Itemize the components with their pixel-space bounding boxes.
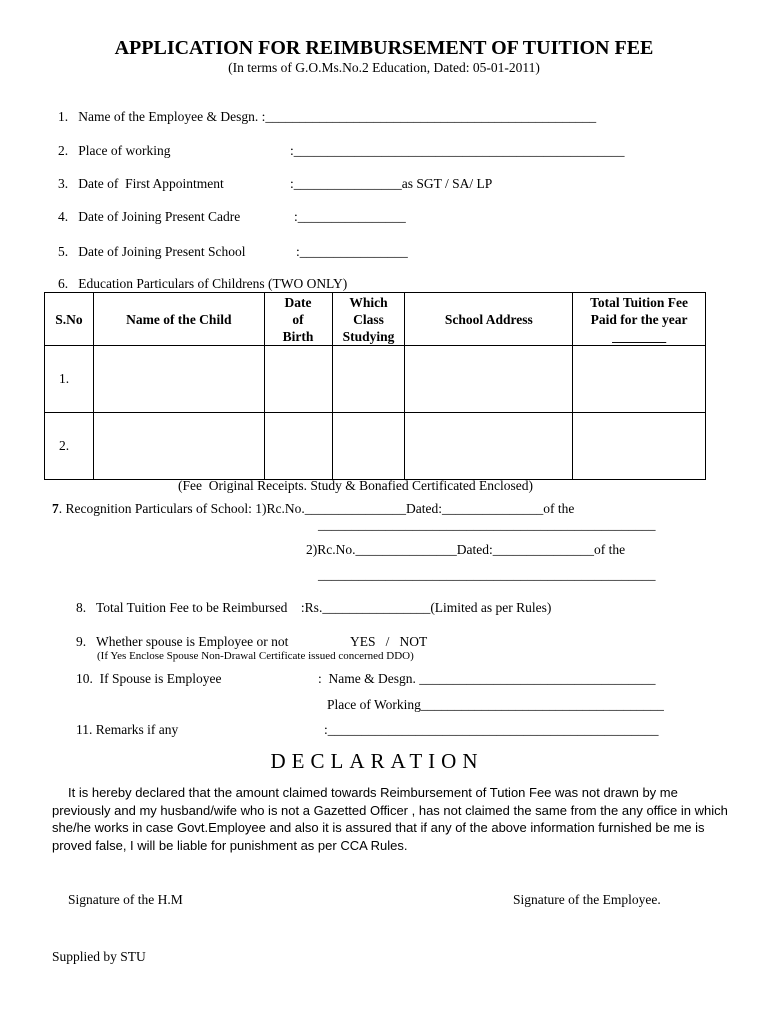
- recognition-underline-1: __________________________________________________: [318, 517, 656, 532]
- header-total-tuition-fee: Total Tuition Fee Paid for the year ________: [573, 293, 706, 346]
- header-child-name: Name of the Child: [93, 293, 264, 346]
- field-place-label: 2. Place of working: [58, 143, 171, 158]
- row-sno: 1.: [45, 346, 94, 413]
- header-date-of-birth: Date of Birth: [264, 293, 332, 346]
- item-spouse-place-working: Place of Working____________________________________: [327, 697, 664, 712]
- row-cell[interactable]: [93, 346, 264, 413]
- row-cell[interactable]: [332, 413, 405, 480]
- children-table: [44, 292, 706, 480]
- row-cell[interactable]: [405, 413, 573, 480]
- row-cell[interactable]: [405, 346, 573, 413]
- declaration-body: It is hereby declared that the amount claimed towards Reimbursement of Tution Fee was not drawn by me previously and my husband/wife who is not a Gazetted Officer , has not claimed the same from the any office in which she/he works in case Govt.Employee and also it is assured that if any of the above information furnished be me is proved false, I will be liable for punishment as per CCA Rules.: [52, 785, 728, 853]
- row-cell[interactable]: [264, 346, 332, 413]
- header-sno: S.No: [45, 293, 94, 346]
- field-first-appointment-line: :________________as SGT / SA/ LP: [290, 176, 493, 191]
- signature-hm: Signature of the H.M: [68, 892, 183, 907]
- row-cell[interactable]: [93, 413, 264, 480]
- field-employee-name: 1. Name of the Employee & Desgn. :_________________________________________________: [58, 109, 597, 124]
- header-class-studying: Which Class Studying: [332, 293, 405, 346]
- item-remarks-line: :_________________________________________________: [324, 722, 659, 737]
- table-header-row: [45, 293, 706, 346]
- item-spouse-name-desgn: : Name & Desgn. ___________________________________: [318, 671, 656, 686]
- table-note: (Fee Original Receipts. Study & Bonafied Certificated Enclosed): [178, 478, 534, 493]
- signature-employee: Signature of the Employee.: [513, 892, 661, 907]
- field-present-school-label: 5. Date of Joining Present School: [58, 244, 246, 259]
- item-spouse-employee: 9. Whether spouse is Employee or not: [76, 634, 289, 649]
- item-spouse-options: YES / NOT: [350, 634, 428, 649]
- supplied-by: Supplied by STU: [52, 949, 146, 964]
- field-place-line: :_________________________________________________: [290, 143, 625, 158]
- item-total-fee: 8. Total Tuition Fee to be Reimbursed :Rs.________________(Limited as per Rules): [76, 600, 552, 615]
- header-school-address: School Address: [405, 293, 573, 346]
- form-title: APPLICATION FOR REIMBURSEMENT OF TUITION FEE: [114, 37, 654, 59]
- item-if-spouse-employee: 10. If Spouse is Employee: [76, 671, 222, 686]
- item-remarks-label: 11. Remarks if any: [76, 722, 179, 737]
- form-subtitle: (In terms of G.O.Ms.No.2 Education, Dated: 05-01-2011): [228, 60, 540, 75]
- table-row: [45, 346, 706, 413]
- row-cell[interactable]: [264, 413, 332, 480]
- field-first-appointment-label: 3. Date of First Appointment: [58, 176, 224, 191]
- row-sno: 2.: [45, 413, 94, 480]
- row-cell[interactable]: [573, 413, 706, 480]
- row-cell[interactable]: [573, 346, 706, 413]
- field-education-particulars: 6. Education Particulars of Childrens (TWO ONLY): [58, 276, 348, 291]
- recognition-line-1: 7. Recognition Particulars of School: 1)Rc.No._______________Dated:_______________of the: [52, 501, 575, 516]
- row-cell[interactable]: [332, 346, 405, 413]
- table-row: [45, 413, 706, 480]
- item-spouse-note: (If Yes Enclose Spouse Non-Drawal Certificate issued concerned DDO): [97, 650, 414, 662]
- declaration-title: DECLARATION: [270, 749, 484, 773]
- field-present-cadre-line: :________________: [294, 209, 406, 224]
- field-present-school-line: :________________: [296, 244, 408, 259]
- recognition-line-2: 2)Rc.No._______________Dated:_______________of the: [306, 542, 626, 557]
- recognition-underline-2: __________________________________________________: [318, 567, 656, 582]
- field-present-cadre-label: 4. Date of Joining Present Cadre: [58, 209, 241, 224]
